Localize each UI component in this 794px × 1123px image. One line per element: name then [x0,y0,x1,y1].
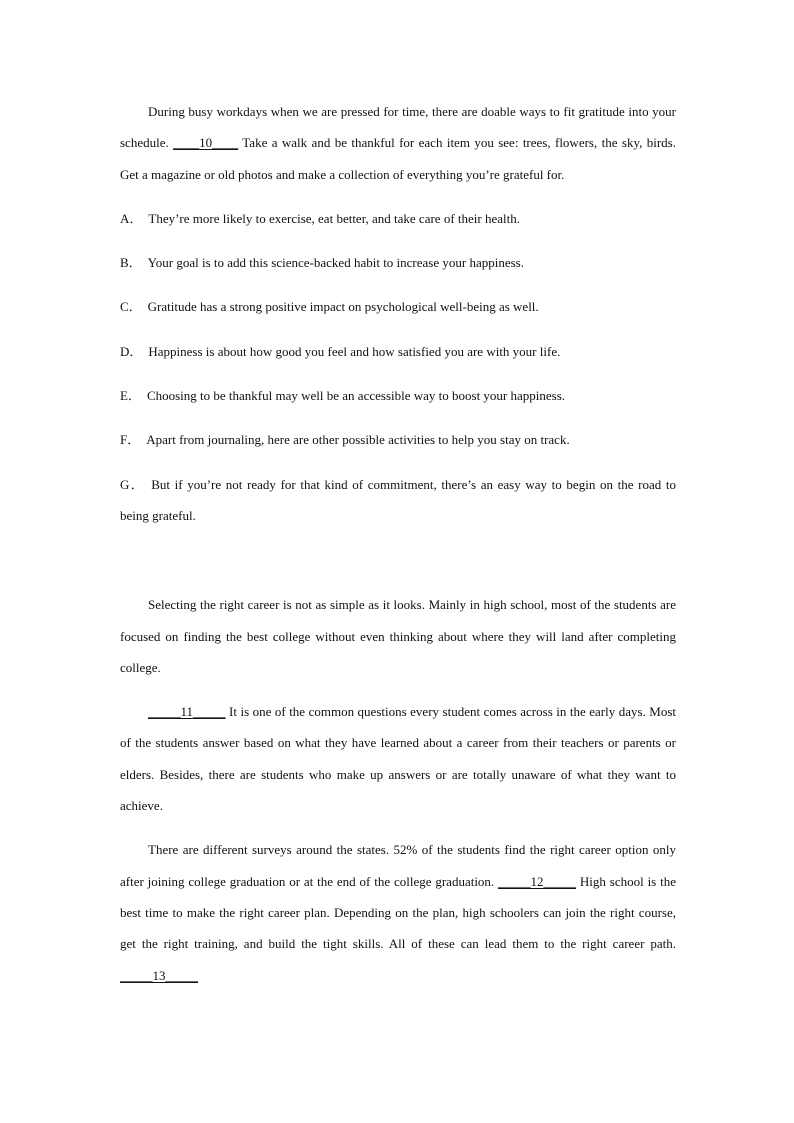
passage2-para3-text-a: There are different surveys around the states. 52% of the students find the right career option only after joining college graduation or at the end of the college graduation. [120,842,676,889]
option-a-letter: A． [120,210,143,226]
option-f-text: Apart from journaling, here are other possible activities to help you stay on track. [146,432,570,448]
passage2-paragraph-2 [120,696,676,821]
passage2-para2-text: It is one of the common questions every student comes across in the early days. Most of the students answer based on what they have learned about a career from their teachers or parents or elders. Besides, there are students who make up answers or are totally unaware of what they want to achieve. [120,704,676,814]
option-c-text: Gratitude has a strong positive impact on psychological well-being as well. [147,299,539,315]
document-page [120,96,676,991]
option-c [120,291,676,322]
option-c-letter: C． [120,299,142,315]
passage2-para1-text: Selecting the right career is not as simple as it looks. Mainly in high school, most of the students are focused on finding the best college without even thinking about where they will land after completing college. [120,597,676,675]
passage2-paragraph-3 [120,834,676,990]
option-g-letter: G． [120,476,146,492]
passage2-para3-text-b: High school is the best time to make the right career plan. Depending on the plan, high schoolers can join the right course, get the right training, and build the tight skills. All of these can lead them to the right career path. [120,873,676,952]
option-d-letter: D． [120,343,143,359]
option-d-text: Happiness is about how good you feel and how satisfied you are with your life. [148,343,561,359]
blank-12: _____12_____ [498,873,577,889]
option-e-text: Choosing to be thankful may well be an accessible way to boost your happiness. [146,388,566,404]
option-f-letter: F． [120,432,141,448]
option-b-letter: B． [120,255,142,271]
option-g-text: But if you’re not ready for that kind of commitment, there’s an easy way to begin on the road to being grateful. [120,476,677,523]
option-g [120,469,676,532]
blank-10: ____10____ [173,135,239,151]
passage2-paragraph-1 [120,589,676,683]
passage1-text-b: Take a walk and be thankful for each item you see: trees, flowers, the sky, birds. Get a magazine or old photos and make a collection of everything you’re grateful for. [120,135,676,182]
passage1-paragraph [120,96,676,190]
option-b-text: Your goal is to add this science-backed habit to increase your happiness. [147,255,524,271]
option-e [120,380,676,411]
option-f [120,424,676,455]
option-e-letter: E． [120,388,141,404]
option-a-text: They’re more likely to exercise, eat better, and take care of their health. [148,210,520,226]
passage1-text-a: During busy workdays when we are pressed for time, there are doable ways to fit gratitude into your schedule. [120,104,676,151]
blank-13: _____13_____ [120,967,198,983]
option-d [120,336,676,367]
option-b [120,247,676,278]
blank-11: _____11_____ [148,704,226,720]
option-a [120,203,676,234]
